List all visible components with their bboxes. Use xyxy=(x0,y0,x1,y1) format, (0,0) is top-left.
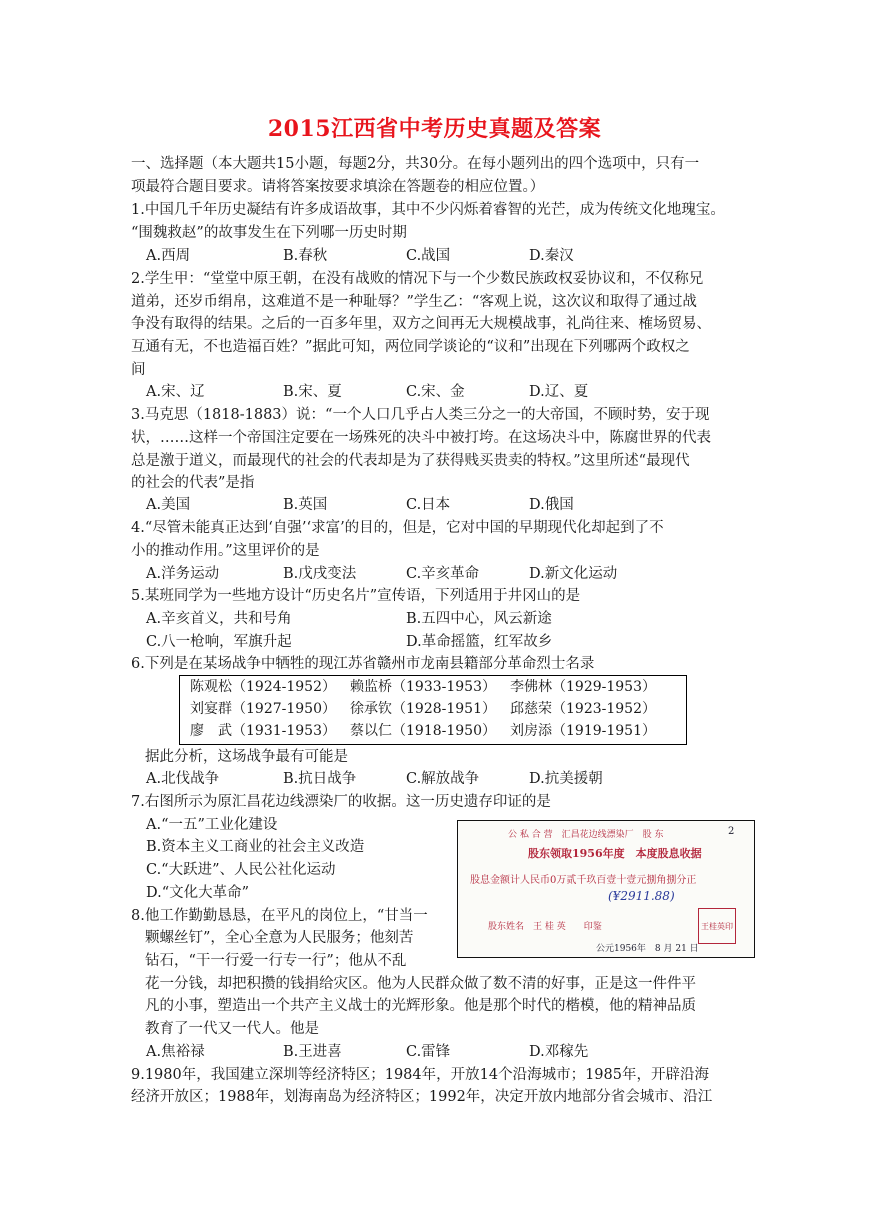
question-4-stem: 小的推动作用。”这里评价的是 xyxy=(131,543,320,559)
receipt-signer: 股东姓名 王 桂 英 印鉴 xyxy=(488,922,602,932)
question-2-stem: 间 xyxy=(131,362,146,378)
martyr-entry: 蔡以仁（1918-1950） xyxy=(350,723,496,739)
receipt-amount-line: 股息金额计人民币0万贰千玖百壹十壹元捌角捌分正 xyxy=(470,875,697,886)
question-2-stem: 道弟，还岁币绢帛，这难道不是一种耻辱？”学生乙：“客观上说，这次议和取得了通过战 xyxy=(131,294,697,310)
receipt-title: 股东领取1956年度 本度股息收据 xyxy=(528,847,702,860)
question-9-stem: 9.1980年，我国建立深圳等经济特区；1984年，开放14个沿海城市；1985年，开辟沿海 xyxy=(131,1067,709,1083)
question-3-stem: 总是激于道义，而最现代的社会的代表却是为了获得贱买贵卖的特权。”这里所述“最现代 xyxy=(131,453,690,469)
q7-option-c: C.“大跃进”、人民公社化运动 xyxy=(146,862,336,878)
q2-option-c: C.宋、金 xyxy=(406,384,465,400)
seal-stamp-text: 王桂英印 xyxy=(701,921,733,931)
question-1-stem: “围魏救赵”的故事发生在下列哪一历史时期 xyxy=(131,225,407,241)
q1-option-d: D.秦汉 xyxy=(529,248,574,264)
q8-option-a: A.焦裕禄 xyxy=(146,1044,205,1060)
question-6-stem: 6.下列是在某场战争中牺牲的现江苏省赣州市龙南县籍部分革命烈士名录 xyxy=(131,656,595,672)
q1-option-c: C.战国 xyxy=(406,248,451,264)
page-title: 2015江西省中考历史真题及答案 xyxy=(267,116,602,142)
martyr-entry: 刘房添（1919-1951） xyxy=(510,723,656,739)
q4-option-c: C.辛亥革命 xyxy=(406,566,480,582)
question-2-stem: 2.学生甲：“堂堂中原王朝，在没有战败的情况下与一个少数民族政权妥协议和，不仅称兄 xyxy=(131,271,704,287)
question-8-stem: 颗螺丝钉”，全心全意为人民服务；他刻苦 xyxy=(145,930,414,946)
receipt-amount: (¥2911.88) xyxy=(608,889,675,903)
question-3-stem: 状，……这样一个帝国注定要在一场殊死的决斗中被打垮。在这场决斗中，陈腐世界的代表 xyxy=(131,430,711,446)
receipt-image xyxy=(457,820,755,958)
question-4-stem: 4.“尽管未能真正达到‘自强’‘求富’的目的，但是，它对中国的早期现代化却起到了不 xyxy=(131,520,664,536)
q4-option-b: B.戊戌变法 xyxy=(283,566,357,582)
question-2-stem: 互通有无，不也造福百姓？”据此可知，两位同学谈论的“议和”出现在下列哪两个政权之 xyxy=(131,339,690,355)
section-intro-line: 项最符合题目要求。请将答案按要求填涂在答题卷的相应位置。） xyxy=(131,179,545,195)
question-1-stem: 1.中国几千年历史凝结有许多成语故事，其中不少闪烁着睿智的光芒，成为传统文化地瑰宝。 xyxy=(131,202,725,218)
q3-option-a: A.美国 xyxy=(146,497,191,513)
q8-option-d: D.邓稼先 xyxy=(529,1044,589,1060)
martyr-entry: 邱慈荣（1923-1952） xyxy=(510,701,656,717)
q8-option-c: C.雷锋 xyxy=(406,1044,451,1060)
q4-option-a: A.洋务运动 xyxy=(146,566,220,582)
q6-option-c: C.解放战争 xyxy=(406,771,480,787)
question-8-stem: 凡的小事，塑造出一个共产主义战士的光辉形象。他是那个时代的楷模，他的精神品质 xyxy=(145,998,696,1014)
receipt-date: 公元1956年 8 月 21 日 xyxy=(596,944,699,954)
section-intro-line: 一、选择题（本大题共15小题，每题2分，共30分。在每小题列出的四个选项中，只有一 xyxy=(131,156,700,172)
receipt-number: 2 xyxy=(728,826,735,837)
q3-option-c: C.日本 xyxy=(406,497,451,513)
q6-option-b: B.抗日战争 xyxy=(283,771,357,787)
q7-option-d: D.“文化大革命” xyxy=(146,885,250,901)
q2-option-a: A.宋、辽 xyxy=(146,384,205,400)
q1-option-b: B.春秋 xyxy=(283,248,328,264)
q3-option-d: D.俄国 xyxy=(529,497,574,513)
receipt-header: 公 私 合 营 汇昌花边线漂染厂 股 东 xyxy=(508,830,664,840)
q2-option-b: B.宋、夏 xyxy=(283,384,342,400)
martyr-entry: 刘宴群（1927-1950） xyxy=(190,701,336,717)
question-8-stem: 教育了一代又一代人。他是 xyxy=(145,1021,319,1037)
question-5-stem: 5.某班同学为一些地方设计“历史名片”宣传语，下列适用于井冈山的是 xyxy=(131,588,581,604)
q6-option-a: A.北伐战争 xyxy=(146,771,220,787)
martyr-entry: 陈观松（1924-1952） xyxy=(190,679,336,695)
question-9-stem: 经济开放区；1988年，划海南岛为经济特区；1992年，决定开放内地部分省会城市、沿江 xyxy=(131,1089,713,1105)
martyr-entry: 徐承钦（1928-1951） xyxy=(350,701,496,717)
question-3-stem: 的社会的代表”是指 xyxy=(131,475,255,491)
q8-option-b: B.王进喜 xyxy=(283,1044,342,1060)
question-8-stem: 钻石，“干一行爱一行专一行”；他从不乱 xyxy=(145,953,407,969)
q5-option-b: B.五四中心，风云新途 xyxy=(406,611,552,627)
q2-option-d: D.辽、夏 xyxy=(529,384,589,400)
q1-option-a: A.西周 xyxy=(146,248,191,264)
question-6-followup: 据此分析，这场战争最有可能是 xyxy=(145,749,348,765)
q7-option-b: B.资本主义工商业的社会主义改造 xyxy=(146,839,365,855)
question-3-stem: 3.马克思（1818-1883）说：“一个人口几乎占人类三分之一的大帝国，不顾时势，安于现 xyxy=(131,407,710,423)
question-2-stem: 争没有取得的结果。之后的一百多年里，双方之间再无大规模战事，礼尚往来、榷场贸易、 xyxy=(131,316,711,332)
q6-option-d: D.抗美援朝 xyxy=(529,771,603,787)
martyr-entry: 赖监桥（1933-1953） xyxy=(350,679,496,695)
martyr-entry: 李佛林（1929-1953） xyxy=(510,679,656,695)
question-8-stem: 花一分钱，却把积攒的钱捐给灾区。他为人民群众做了数不清的好事，正是这一件件平 xyxy=(145,976,696,992)
q3-option-b: B.英国 xyxy=(283,497,328,513)
q4-option-d: D.新文化运动 xyxy=(529,566,618,582)
martyr-list-table xyxy=(179,675,687,745)
question-8-stem: 8.他工作勤勤恳恳，在平凡的岗位上，“甘当一 xyxy=(131,908,428,924)
q7-option-a: A.“一五”工业化建设 xyxy=(146,817,278,833)
q5-option-d: D.革命摇篮，红军故乡 xyxy=(406,634,553,650)
martyr-entry: 廖 武（1931-1953） xyxy=(190,723,336,739)
question-7-stem: 7.右图所示为原汇昌花边线漂染厂的收据。这一历史遗存印证的是 xyxy=(131,794,551,810)
q5-option-a: A.辛亥首义，共和号角 xyxy=(146,611,292,627)
q5-option-c: C.八一枪响，军旗升起 xyxy=(146,634,292,650)
seal-stamp xyxy=(698,908,736,944)
